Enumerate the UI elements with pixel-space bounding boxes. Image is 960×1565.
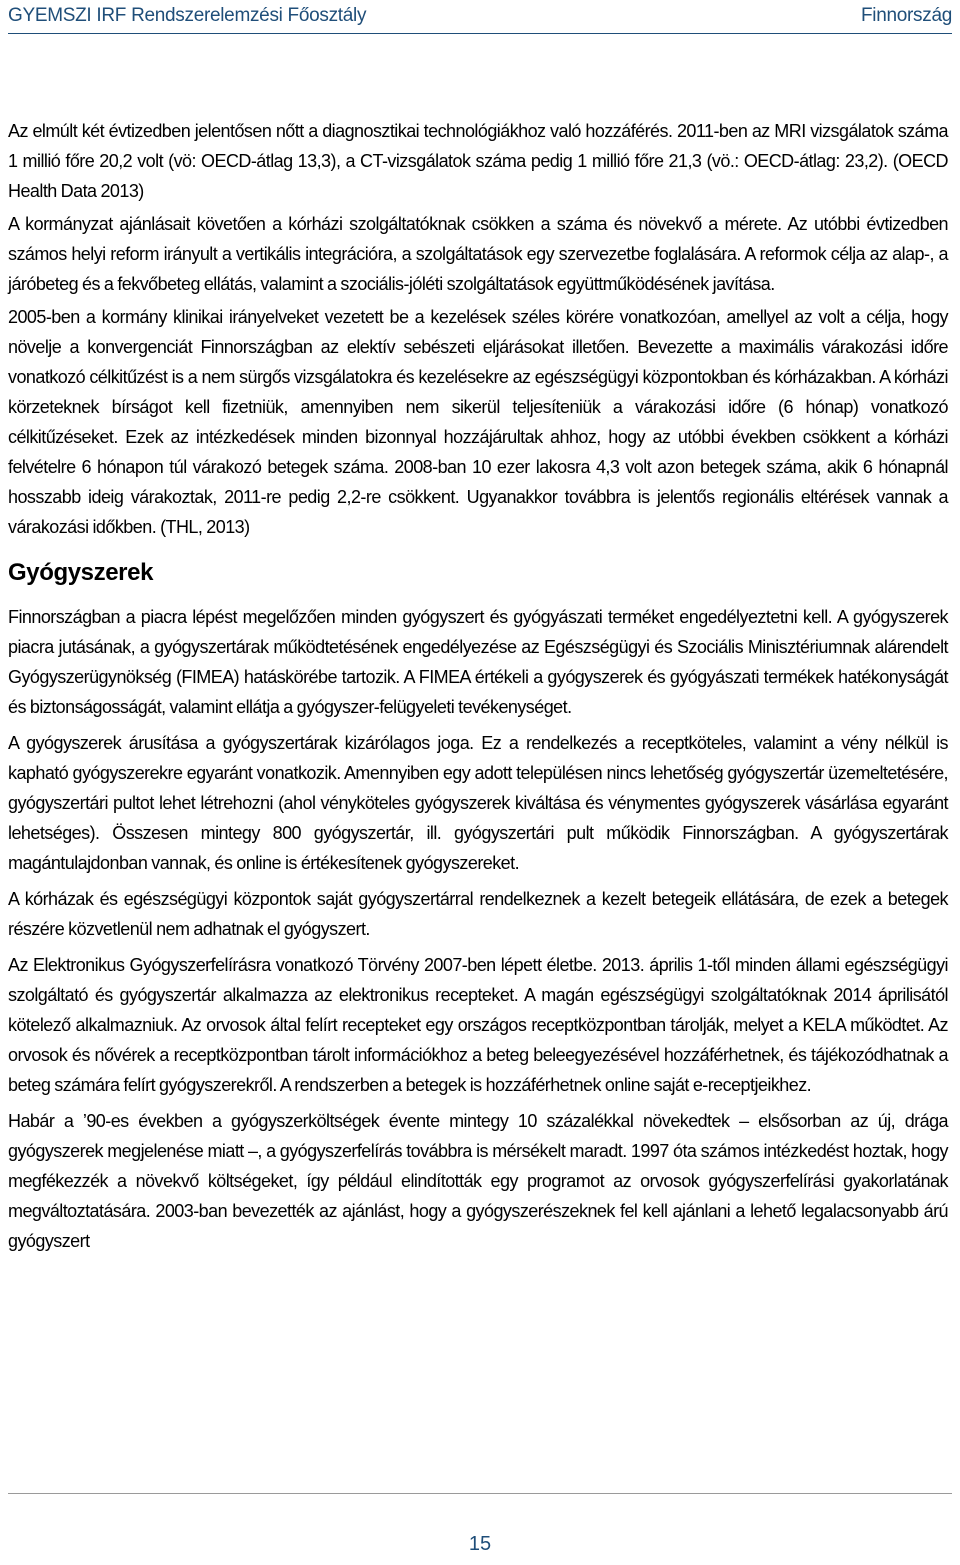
paragraph-waiting-times: 2005-ben a kormány klinikai irányelveket vezetett be a kezelések széles körére vonatkozóan, amellyel az volt a célja, hogy növelje a konvergenciát Finnországban az elektív sebészeti eljárásokat illetően. Bevezette a maximális várakozási időre vonatkozó célkitűzést is a nem sürgős vizsgálatokra és kezelésekre az egészségügyi központokban és kórházakban. A kórházi körzeteknek bírságot kell fizetniük, amennyiben nem sikerül teljesíteniük a várakozási időre (6 hónap) vonatkozó célkitűzéseket. Ezek az intézkedések minden bizonnyal hozzájárultak ahhoz, hogy az utóbbi években csökkent a kórházi felvételre 6 hónapon túl várakozó betegek száma. 2008-ban 10 ezer lakosra 4,3 volt azon betegek száma, akik 6 hónapnál hosszabb ideig várakoztak, 2011-re pedig 2,2-re csökkent. Ugyanakkor továbbra is jelentős regionális eltérések vannak a várakozási időkben. (THL, 2013) [8,307,948,537]
paragraph-hospital-pharmacies: A kórházak és egészségügyi központok saját gyógyszertárral rendelkeznek a kezelt betegeik ellátására, de ezek a betegek részére közvetlenül nem adhatnak el gyógyszert. [8,889,948,939]
paragraph-fimea: Finnországban a piacra lépést megelőzően minden gyógyszert és gyógyászati terméket engedélyeztetni kell. A gyógyszerek piacra jutásának, a gyógyszertárak működtetésének engedélyezése az Egészségügyi és Szociális Minisztériumnak alárendelt Gyógyszerügynökség (FIMEA) hatáskörébe tartozik. A FIMEA értékeli a gyógyszerek és gyógyászati termékek hatékonyságát és biztonságosságát, valamint ellátja a gyógyszer-felügyeleti tevékenységet. [8,607,948,717]
section-heading-medicines: Gyógyszerek [8,559,154,586]
header-divider [8,33,952,34]
paragraph-hospital-reform: A kormányzat ajánlásait követően a kórházi szolgáltatóknak csökken a száma és növekvő a mérete. Az utóbbi évtizedben számos helyi reform irányult a vertikális integrációra, a szolgáltatások egy szervezetbe foglalására. A reformok célja az alap-, a járóbeteg és a fekvőbeteg ellátás, valamint a szociális-jóléti szolgáltatások együttműködésének javítása. [8,214,948,294]
page-number: 15 [468,1533,492,1555]
header-organization: GYEMSZI IRF Rendszerelemzési Főosztály [8,5,367,26]
page-header [8,0,952,36]
document-body [8,116,948,1262]
paragraph-drug-costs: Habár a ’90-es években a gyógyszerköltségek évente mintegy 10 százalékkal növekedtek – elsősorban az új, drága gyógyszerek megjelenése miatt –, a gyógyszerfelírás továbbra is mérsékelt maradt. 1997 óta számos intézkedést hoztak, hogy megfékezzék a növekvő költségeket, így például elindították egy programot az orvosok gyógyszerfelírási gyakorlatának megváltoztatására. 2003-ban bevezették az ajánlást, hogy a gyógyszerészeknek fel kell ajánlani a lehető legalacsonyabb árú gyógyszert [8,1111,948,1251]
paragraph-diagnostics: Az elmúlt két évtizedben jelentősen nőtt a diagnosztikai technológiákhoz való hozzáférés. 2011-ben az MRI vizsgálatok száma 1 millió főre 20,2 volt (vö: OECD-átlag 13,3), a CT-vizsgálatok száma pedig 1 millió főre 21,3 (vö.: OECD-átlag: 23,2). (OECD Health Data 2013) [8,121,948,201]
paragraph-pharmacies: A gyógyszerek árusítása a gyógyszertárak kizárólagos joga. Ez a rendelkezés a receptköteles, valamint a vény nélkül is kapható gyógyszerekre egyaránt vonatkozik. Amennyiben egy adott településen nincs lehetőség gyógyszertár üzemeltetésére, gyógyszertári pultot lehet létrehozni (ahol vényköteles gyógyszerek kiváltása és vénymentes gyógyszerek vásárlása egyaránt lehetséges). Összesen mintegy 800 gyógyszertár, ill. gyógyszertári pult működik Finnországban. A gyógyszertárak magántulajdonban vannak, és online is értékesítenek gyógyszereket. [8,733,948,873]
paragraph-e-prescription: Az Elektronikus Gyógyszerfelírásra vonatkozó Törvény 2007-ben lépett életbe. 2013. április 1-től minden állami egészségügyi szolgáltató és gyógyszertár alkalmazza az elektronikus recepteket. A magán egészségügyi szolgáltatóknak 2014 áprilisától kötelező alkalmazniuk. Az orvosok által felírt recepteket egy országos receptközpontban tárolják, melyet a KELA működtet. Az orvosok és nővérek a receptközpontban tárolt információkhoz a beteg beleegyezésével hozzáférhetnek, és tájékozódhatnak a beteg számára felírt gyógyszerekről. A rendszerben a betegek is hozzáférhetnek online saját e-receptjeikhez. [8,955,948,1095]
footer-divider [8,1493,952,1494]
header-country: Finnország [861,5,952,26]
